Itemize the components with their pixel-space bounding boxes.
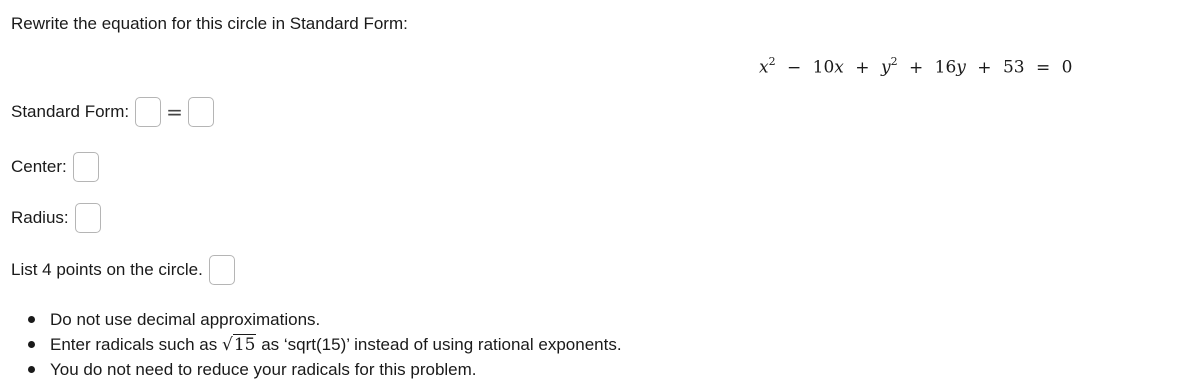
note-text-2-post: as ‘sqrt(15)’ instead of using rational exponents. [261,335,622,354]
eq-y-var: y [880,57,891,78]
eq-plus-2: + [908,57,924,78]
eq-x-var-linear: x [834,57,844,78]
circle-equation [759,56,1072,78]
standard-form-row [11,97,214,127]
sqrt-radicand: 15 [233,335,256,355]
points-row [11,255,235,285]
question-prompt: Rewrite the equation for this circle in Standard Form: [11,14,408,33]
eq-y-coefficient: 16 [934,57,957,78]
sqrt-sign: √ [221,335,233,355]
radius-label: Radius: [11,208,69,227]
list-item [28,332,622,357]
standard-form-equals: = [166,100,183,124]
eq-plus-1: + [855,57,870,78]
eq-equals: = [1035,57,1051,78]
eq-rhs: 0 [1061,57,1073,78]
eq-x-coefficient: 10 [812,57,835,78]
center-row [11,152,99,182]
eq-x-var: x [759,57,769,78]
standard-form-left-input[interactable] [135,97,161,127]
standard-form-right-input[interactable] [188,97,214,127]
bullet-icon [28,366,35,373]
instructions-list [28,307,622,382]
note-text-2-pre: Enter radicals such as [50,335,218,354]
note-text-1: Do not use decimal approximations. [50,310,321,329]
eq-y-var-linear: y [956,57,966,78]
eq-minus: − [787,57,802,78]
radius-input[interactable] [75,203,101,233]
eq-plus-3: + [977,57,992,78]
eq-y-exponent: 2 [890,55,898,68]
note-text-3: You do not need to reduce your radicals for this problem. [50,360,477,379]
eq-constant: 53 [1002,57,1025,78]
bullet-icon [28,316,35,323]
standard-form-label: Standard Form: [11,102,130,121]
eq-x-exponent: 2 [768,55,776,68]
center-input[interactable] [73,152,99,182]
points-input[interactable] [209,255,235,285]
points-label: List 4 points on the circle. [11,260,203,279]
bullet-icon [28,341,35,348]
sqrt-15-expression [222,333,256,358]
list-item [28,357,622,382]
radius-row [11,203,101,233]
center-label: Center: [11,157,67,176]
list-item [28,307,622,332]
